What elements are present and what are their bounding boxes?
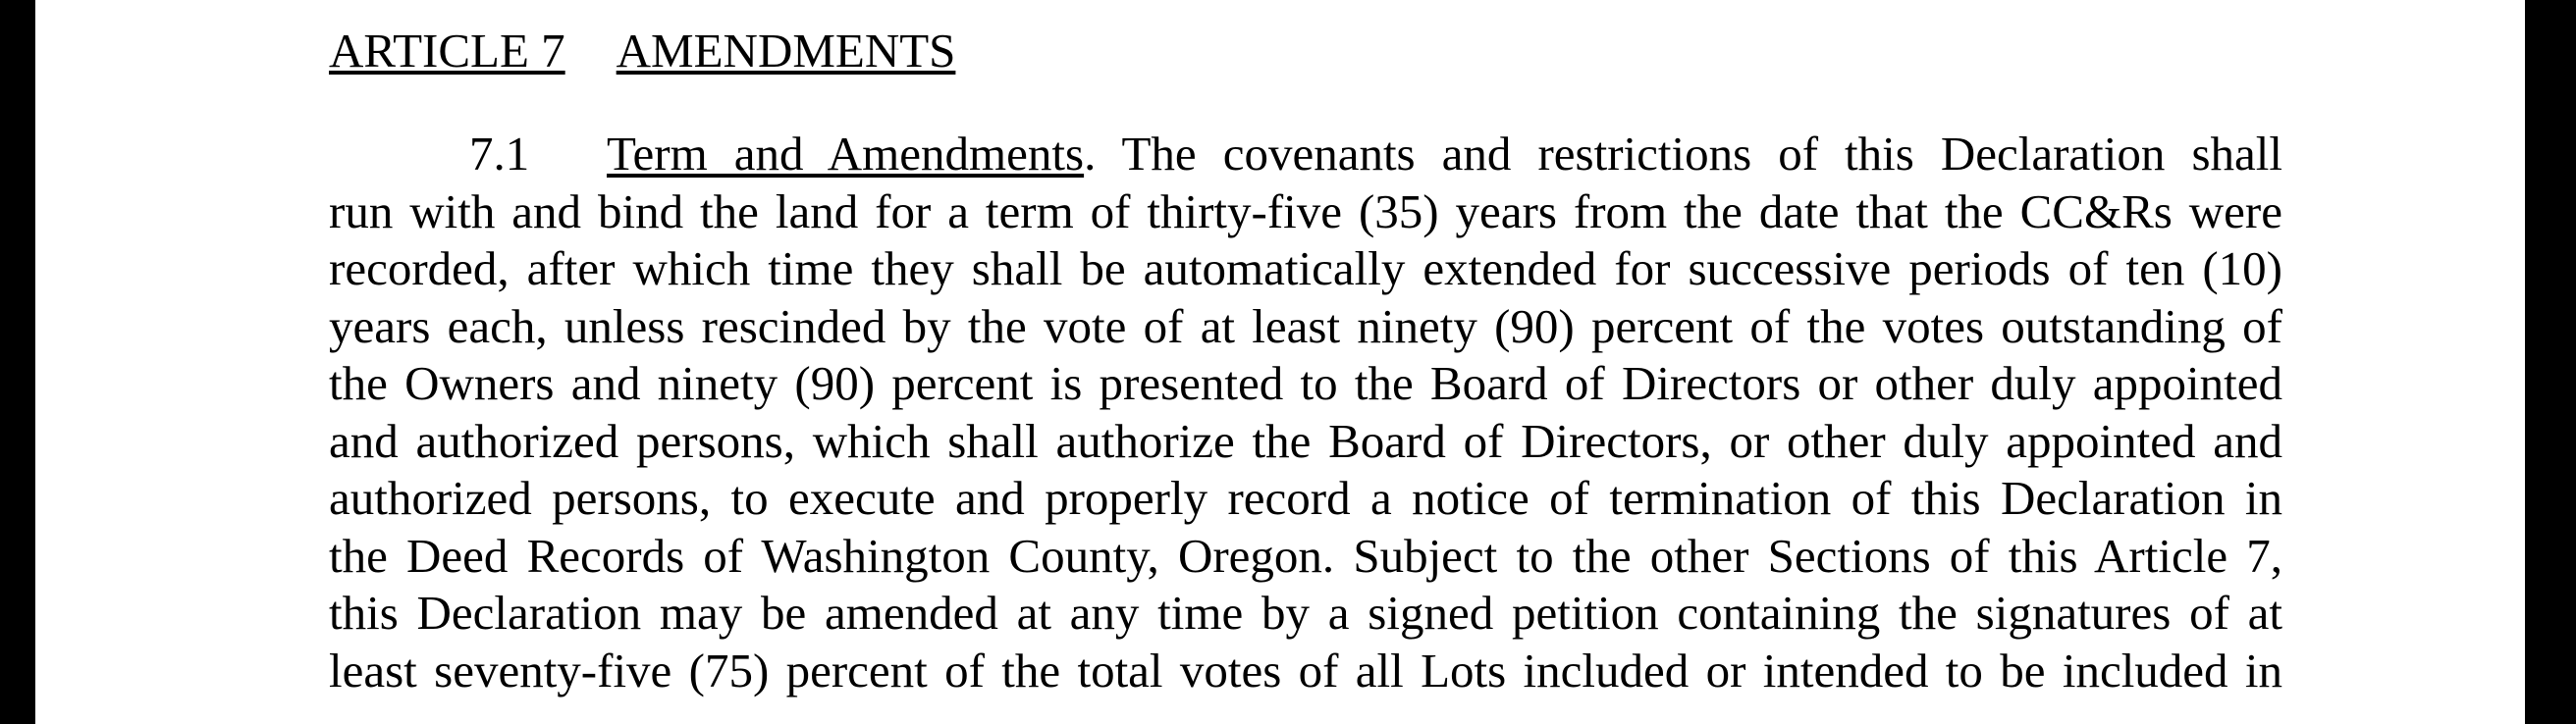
paragraph-line: run with and bind the land for a term of thirty-five (35) years from the date that the CC&Rs were	[329, 183, 2282, 238]
article-heading	[329, 22, 955, 80]
paragraph-line: recorded, after which time they shall be automatically extended for successive periods of ten (10)	[329, 241, 2282, 295]
section-first-line-text: . The covenants and restrictions of this Declaration shall	[1084, 127, 2282, 181]
paragraph-line	[329, 126, 2282, 183]
paragraph-line: and authorized persons, which shall authorize the Board of Directors, or other duly appointed and	[329, 413, 2282, 468]
section-title: Term and Amendments	[607, 127, 1085, 181]
section-number: 7.1	[469, 127, 530, 181]
paragraph-line: this Declaration may be amended at any time by a signed petition containing the signatures of at	[329, 586, 2282, 640]
article-number: ARTICLE 7	[329, 24, 565, 78]
section-paragraph	[329, 126, 2282, 699]
paragraph-line: authorized persons, to execute and properly record a notice of termination of this Declaration in	[329, 471, 2282, 525]
article-title: AMENDMENTS	[616, 24, 956, 78]
document-page	[35, 0, 2525, 724]
paragraph-line: the Owners and ninety (90) percent is presented to the Board of Directors or other duly appointed	[329, 356, 2282, 410]
paragraph-line: years each, unless rescinded by the vote of at least ninety (90) percent of the votes outstanding of	[329, 298, 2282, 353]
paragraph-line: the Deed Records of Washington County, Oregon. Subject to the other Sections of this Article 7,	[329, 528, 2282, 583]
paragraph-line: least seventy-five (75) percent of the total votes of all Lots included or intended to be included in	[329, 643, 2282, 698]
